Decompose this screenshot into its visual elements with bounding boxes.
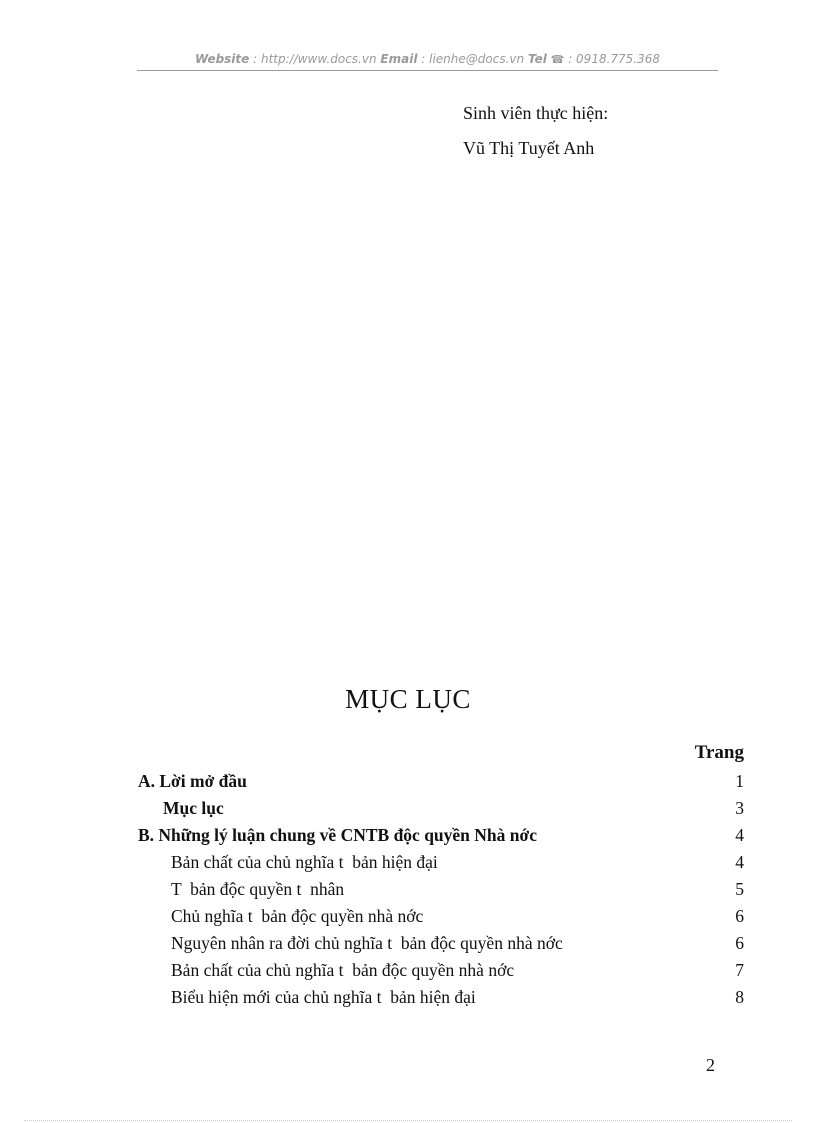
page-number: 2 xyxy=(706,1055,715,1075)
toc-entry[interactable] xyxy=(0,825,816,849)
page-bottom-divider xyxy=(24,1120,792,1121)
toc-entry-label: A. Lời mở đầu xyxy=(138,771,247,791)
toc-entry-page: 4 xyxy=(735,852,744,872)
tel-label: Tel xyxy=(527,52,547,66)
toc-entry-page: 6 xyxy=(735,906,744,926)
toc-entry-page: 5 xyxy=(735,879,744,899)
page-header: Website : http://www.docs.vn Email : lienhe@docs.vn Tel ☎ : 0918.775.368 xyxy=(137,50,718,71)
author-name: Vũ Thị Tuyết Anh xyxy=(463,138,595,158)
toc-entry-label: Bản chất của chủ nghĩa t bản độc quyền nhà nớc xyxy=(171,960,515,980)
toc-page-column-label: Trang xyxy=(694,742,744,763)
toc-entry-label: Bản chất của chủ nghĩa t bản hiện đại xyxy=(171,852,438,872)
toc-entry[interactable] xyxy=(0,960,816,984)
toc-entry[interactable] xyxy=(0,987,816,1011)
toc-entry[interactable] xyxy=(0,906,816,930)
toc-entry-label: Chủ nghĩa t bản độc quyền nhà nớc xyxy=(171,906,424,926)
toc-title: MỤC LỤC xyxy=(345,684,471,714)
toc-entry-label: B. Những lý luận chung về CNTB độc quyền Nhà nớc xyxy=(138,825,537,845)
website-link[interactable]: http://www.docs.vn xyxy=(260,52,377,66)
toc-entry-label: T bản độc quyền t nhân xyxy=(171,879,345,899)
toc-entry[interactable] xyxy=(0,879,816,903)
phone-icon: ☎ xyxy=(550,53,565,66)
email-link[interactable]: lienhe@docs.vn xyxy=(429,52,525,66)
tel-value: 0918.775.368 xyxy=(576,52,661,66)
toc-entry[interactable] xyxy=(0,771,816,795)
toc-entry-page: 6 xyxy=(735,933,744,953)
toc-entry-page: 7 xyxy=(735,960,744,980)
toc-entry[interactable] xyxy=(0,798,816,822)
toc-entry-page: 8 xyxy=(735,987,744,1007)
toc-entry[interactable] xyxy=(0,933,816,957)
toc-entry-page: 4 xyxy=(735,825,744,845)
toc-entry-page: 1 xyxy=(735,771,744,791)
toc-entry[interactable] xyxy=(0,852,816,876)
author-label: Sinh viên thực hiện: xyxy=(463,103,609,123)
toc-entry-page: 3 xyxy=(735,798,744,818)
website-label: Website xyxy=(194,52,250,66)
email-label: Email xyxy=(380,52,418,66)
toc-entry-label: Mục lục xyxy=(163,798,224,818)
toc-entry-label: Nguyên nhân ra đời chủ nghĩa t bản độc quyền nhà nớc xyxy=(171,933,563,953)
toc-entry-label: Biểu hiện mới của chủ nghĩa t bản hiện đại xyxy=(171,987,476,1007)
